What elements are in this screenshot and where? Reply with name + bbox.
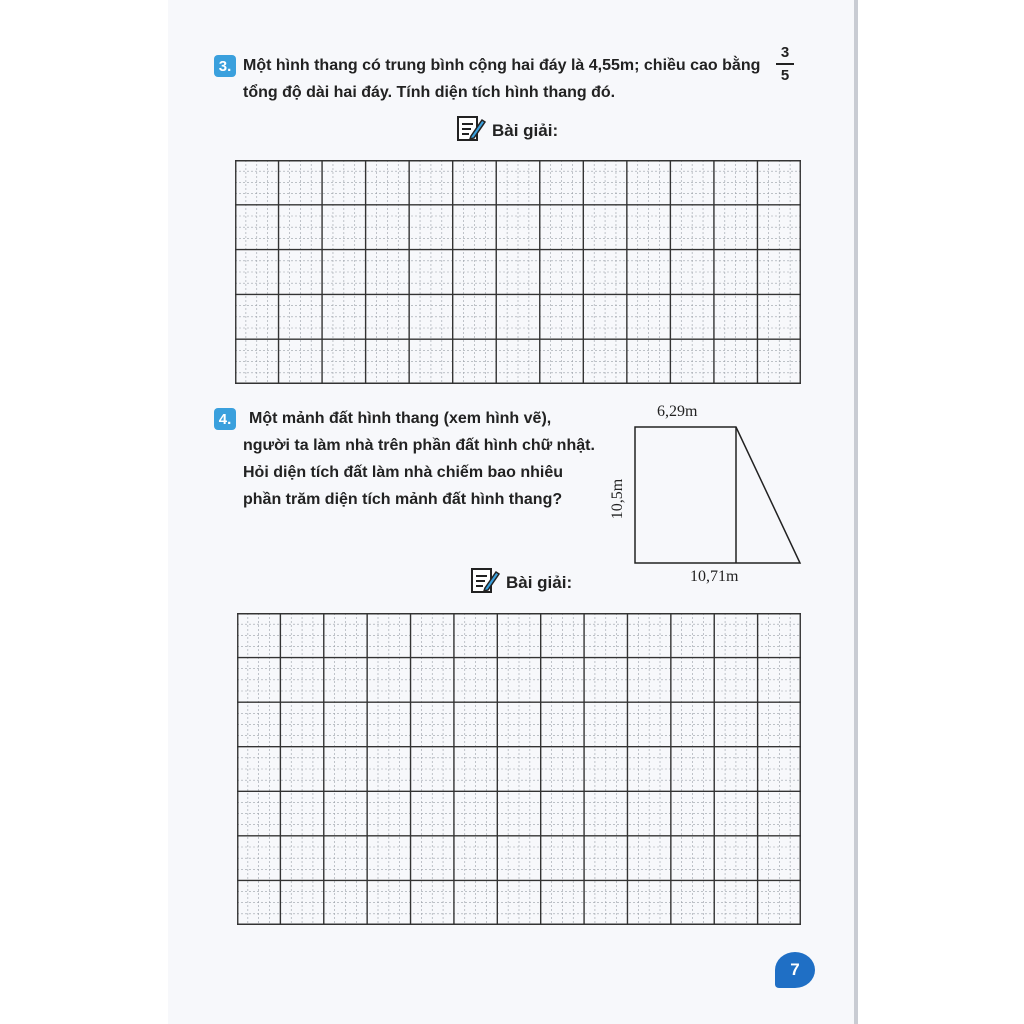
problem-3-answer-grid[interactable]: [235, 160, 801, 384]
fraction-denominator: 5: [780, 66, 790, 84]
paper-edge: [854, 0, 858, 1024]
fraction-numerator: 3: [780, 44, 790, 61]
problem-4-answer-grid[interactable]: [237, 613, 801, 925]
problem-4-badge: [214, 408, 236, 430]
figure-bottom-label: 10,71m: [690, 568, 739, 585]
trapezoid-outline: [635, 427, 800, 563]
problem-3-line1: Một hình thang có trung bình cộng hai đáy là 4,55m; chiều cao bằng: [243, 57, 761, 74]
problem-4-line2: người ta làm nhà trên phần đất hình chữ nhật.: [243, 437, 595, 454]
problem-4-line1: Một mảnh đất hình thang (xem hình vẽ),: [249, 410, 552, 427]
problem-4-solution-heading: [470, 566, 572, 599]
notepad-pencil-icon: [456, 114, 486, 147]
problem-3-solution-heading: [456, 114, 558, 147]
problem-3-badge: [214, 55, 236, 77]
page-number-badge: [775, 952, 815, 988]
problem-3-fraction: [775, 44, 795, 84]
problem-3-line2: tổng độ dài hai đáy. Tính diện tích hình thang đó.: [243, 84, 616, 101]
fraction-bar: [776, 63, 794, 65]
solution-label: Bài giải:: [506, 572, 573, 592]
page-number: 7: [790, 960, 800, 979]
figure-side-label: 10,5m: [609, 478, 627, 520]
figure-top-label: 6,29m: [657, 403, 698, 420]
trapezoid-figure: [634, 422, 806, 568]
problem-4-line3: Hỏi diện tích đất làm nhà chiếm bao nhiêu: [243, 464, 564, 481]
problem-4-line4: phần trăm diện tích mảnh đất hình thang?: [243, 491, 563, 508]
problem-3-number: 3.: [218, 57, 232, 75]
problem-4-number: 4.: [218, 410, 232, 428]
solution-label: Bài giải:: [492, 120, 559, 140]
notepad-pencil-icon: [470, 566, 500, 599]
